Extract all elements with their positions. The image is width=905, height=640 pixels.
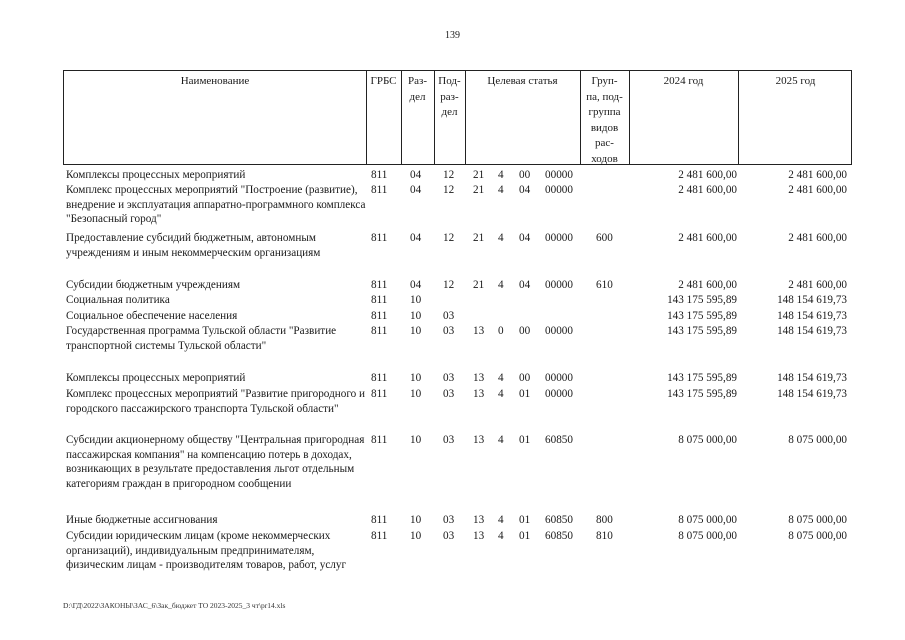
row-grbs: 811 [371, 279, 388, 291]
row-razd: 04 [410, 279, 422, 291]
row-y24: 2 481 600,00 [678, 184, 737, 196]
row-name: Комплексы процессных мероприятий [66, 169, 246, 181]
row-cs4: 00000 [545, 388, 573, 400]
row-cs4: 60850 [545, 434, 573, 446]
header-razdel: Раз- дел [407, 75, 427, 103]
row-grbs: 811 [371, 530, 388, 542]
row-cs3: 04 [519, 279, 531, 291]
row-podr: 03 [443, 388, 455, 400]
row-cs2: 4 [498, 434, 504, 446]
row-name: Предоставление субсидий бюджетным, автономным учреждениям и иным некоммерческим организациям [66, 232, 321, 259]
row-y24: 143 175 595,89 [667, 325, 737, 337]
row-cs4: 60850 [545, 514, 573, 526]
row-name: Иные бюджетные ассигнования [66, 514, 218, 526]
row-y24: 2 481 600,00 [678, 169, 737, 181]
row-name: Социальное обеспечение населения [66, 310, 238, 322]
row-cs3: 04 [519, 232, 531, 244]
row-podr: 03 [443, 325, 455, 337]
row-grp: 610 [596, 279, 613, 291]
row-cs3: 00 [519, 325, 531, 337]
row-grp: 800 [596, 514, 613, 526]
row-grbs: 811 [371, 294, 388, 306]
row-cs2: 4 [498, 169, 504, 181]
row-cs3: 01 [519, 388, 531, 400]
row-y25: 2 481 600,00 [788, 169, 847, 181]
header-podrazdel: Под- раз- дел [438, 75, 461, 118]
row-y24: 8 075 000,00 [678, 514, 737, 526]
row-razd: 10 [410, 325, 422, 337]
row-podr: 03 [443, 310, 455, 322]
row-cs4: 00000 [545, 184, 573, 196]
row-cs1: 13 [473, 372, 485, 384]
row-razd: 10 [410, 514, 422, 526]
row-cs2: 4 [498, 388, 504, 400]
row-y25: 2 481 600,00 [788, 279, 847, 291]
row-razd: 10 [410, 388, 422, 400]
row-grbs: 811 [371, 372, 388, 384]
row-name: Субсидии юридическим лицам (кроме некоммерческих организаций), индивидуальным предпринимателям, физическим лицам - производителям товаров, работ, услуг [66, 530, 347, 571]
row-cs1: 13 [473, 514, 485, 526]
row-name: Комплекс процессных мероприятий "Построение (развитие), внедрение и эксплуатация аппаратно-программного комплекса "Безопасный город" [66, 184, 366, 225]
row-y25: 148 154 619,73 [777, 388, 847, 400]
row-podr: 12 [443, 184, 455, 196]
row-cs2: 4 [498, 232, 504, 244]
row-cs4: 00000 [545, 325, 573, 337]
row-cs4: 60850 [545, 530, 573, 542]
row-grbs: 811 [371, 310, 388, 322]
header-gruppa: Груп- па, под- группа видов рас- ходов [586, 75, 623, 165]
row-y24: 143 175 595,89 [667, 372, 737, 384]
row-grbs: 811 [371, 232, 388, 244]
row-grbs: 811 [371, 325, 388, 337]
row-y24: 143 175 595,89 [667, 388, 737, 400]
row-cs3: 04 [519, 184, 531, 196]
table-header [63, 70, 852, 165]
row-razd: 04 [410, 169, 422, 181]
row-podr: 03 [443, 372, 455, 384]
row-cs1: 21 [473, 279, 485, 291]
row-cs2: 4 [498, 279, 504, 291]
row-y25: 148 154 619,73 [777, 325, 847, 337]
row-cs4: 00000 [545, 169, 573, 181]
row-razd: 10 [410, 530, 422, 542]
row-grbs: 811 [371, 184, 388, 196]
row-razd: 10 [410, 434, 422, 446]
row-grbs: 811 [371, 388, 388, 400]
row-cs3: 00 [519, 169, 531, 181]
row-y25: 8 075 000,00 [788, 530, 847, 542]
row-cs3: 01 [519, 514, 531, 526]
row-razd: 10 [410, 372, 422, 384]
row-podr: 03 [443, 514, 455, 526]
row-cs2: 4 [498, 184, 504, 196]
header-name: Наименование [180, 75, 250, 87]
row-name: Социальная политика [66, 294, 170, 306]
row-y24: 2 481 600,00 [678, 279, 737, 291]
row-y24: 8 075 000,00 [678, 530, 737, 542]
row-podr: 12 [443, 169, 455, 181]
row-y24: 143 175 595,89 [667, 310, 737, 322]
row-grp: 810 [596, 530, 613, 542]
row-grbs: 811 [371, 514, 388, 526]
row-y24: 8 075 000,00 [678, 434, 737, 446]
row-grbs: 811 [371, 169, 388, 181]
row-grp: 600 [596, 232, 613, 244]
row-podr: 03 [443, 434, 455, 446]
row-razd: 04 [410, 184, 422, 196]
row-y25: 2 481 600,00 [788, 232, 847, 244]
row-cs2: 4 [498, 372, 504, 384]
row-y25: 8 075 000,00 [788, 514, 847, 526]
row-cs1: 13 [473, 434, 485, 446]
file-path: D:\ГД\2022\ЗАКОНЫ\ЗАС_6\Зак_бюджет ТО 2023-2025_3 чт\pr14.xls [63, 601, 286, 610]
row-y25: 148 154 619,73 [777, 310, 847, 322]
row-name: Субсидии бюджетным учреждениям [66, 279, 241, 291]
header-grbs: ГРБС [370, 75, 397, 87]
row-cs1: 21 [473, 169, 485, 181]
row-cs4: 00000 [545, 232, 573, 244]
row-cs1: 13 [473, 325, 485, 337]
page-number: 139 [445, 30, 460, 41]
row-cs4: 00000 [545, 279, 573, 291]
row-cs4: 00000 [545, 372, 573, 384]
row-y25: 8 075 000,00 [788, 434, 847, 446]
row-cs3: 00 [519, 372, 531, 384]
row-podr: 12 [443, 232, 455, 244]
row-y25: 148 154 619,73 [777, 372, 847, 384]
row-grbs: 811 [371, 434, 388, 446]
row-cs1: 21 [473, 184, 485, 196]
row-name: Комплекс процессных мероприятий "Развитие пригородного и городского пассажирского транспорта Тульской области" [66, 388, 366, 415]
row-razd: 10 [410, 294, 422, 306]
row-y25: 2 481 600,00 [788, 184, 847, 196]
row-cs2: 4 [498, 514, 504, 526]
row-cs2: 4 [498, 530, 504, 542]
header-celevaya-statya: Целевая статья [487, 75, 558, 87]
header-2025: 2025 год [775, 75, 816, 87]
row-name: Государственная программа Тульской области "Развитие транспортной системы Тульской области" [66, 325, 337, 352]
row-cs3: 01 [519, 434, 531, 446]
row-cs1: 13 [473, 530, 485, 542]
row-name: Комплексы процессных мероприятий [66, 372, 246, 384]
row-cs1: 13 [473, 388, 485, 400]
row-razd: 04 [410, 232, 422, 244]
row-y24: 2 481 600,00 [678, 232, 737, 244]
row-podr: 12 [443, 279, 455, 291]
row-cs2: 0 [498, 325, 504, 337]
row-name: Субсидии акционерному обществу "Центральная пригородная пассажирская компания" на компенсацию потерь в доходах, возникающих в результате предоставления льгот отдельным категориям граждан в пригородном сообщении [66, 434, 365, 490]
row-cs3: 01 [519, 530, 531, 542]
header-2024: 2024 год [663, 75, 704, 87]
row-y25: 148 154 619,73 [777, 294, 847, 306]
row-y24: 143 175 595,89 [667, 294, 737, 306]
row-cs1: 21 [473, 232, 485, 244]
row-podr: 03 [443, 530, 455, 542]
row-razd: 10 [410, 310, 422, 322]
